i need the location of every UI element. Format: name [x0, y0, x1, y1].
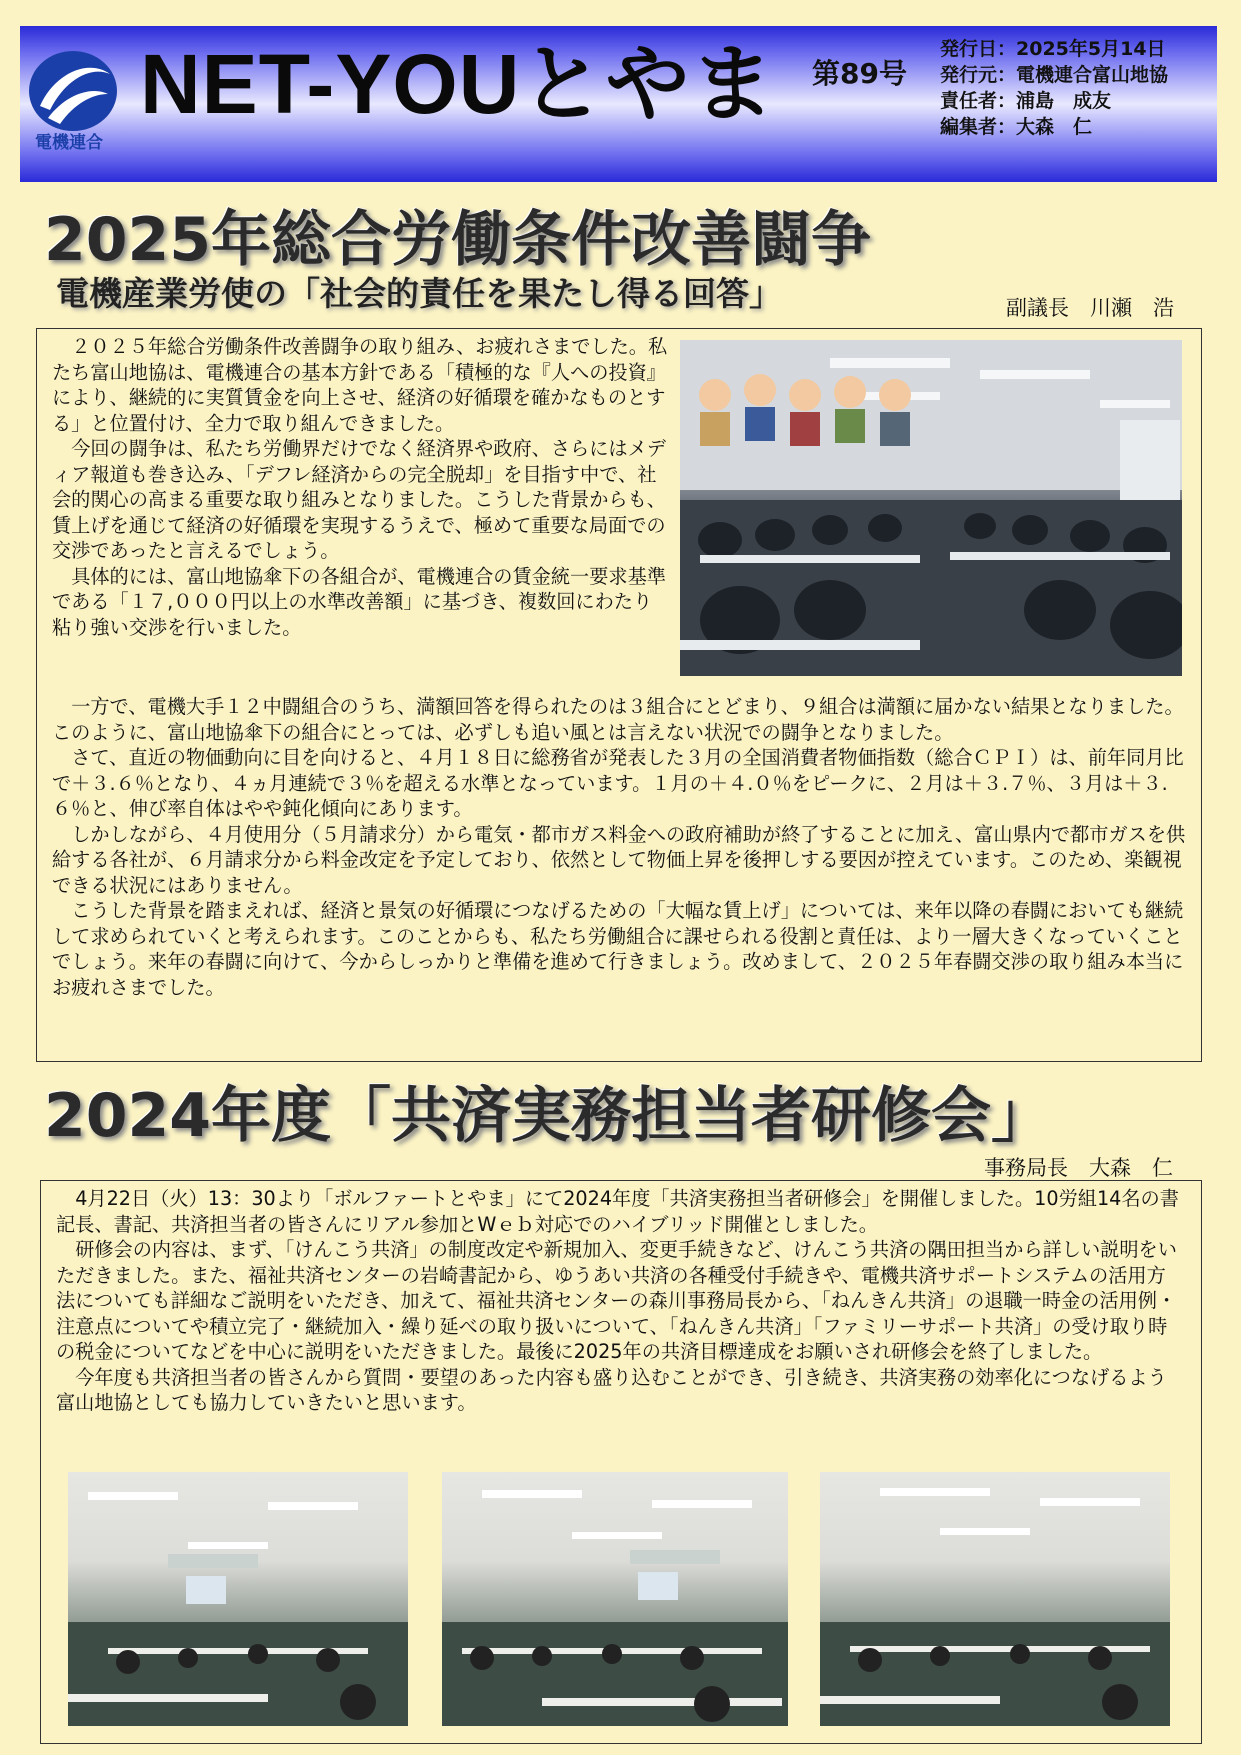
article2-author: 事務局長 大森 仁	[984, 1156, 1173, 1180]
article2-paragraph: 研修会の内容は、まず、「けんこう共済」の制度改定や新規加入、変更手続きなど、けんこう共済の隅田担当から詳しい説明をいただきました。また、福祉共済センターの岩崎書記から、ゆうあい共済の各種受付手続きや、電機共済サポートシステムの活用方法についても詳細なご説明をいただき、加えて、福祉共済センターの森川事務局長から、「ねんきん共済」の退職一時金の活用例・注意点についてや積立完了・継続加入・繰り延べの取り扱いについて、「ねんきん共済」「ファミリーサポート共済」の受け取り時の税金についてなどを中心に説明をいただきました。最後に2025年の共済目標達成をお願いされ研修会を終了しました。	[56, 1238, 1177, 1363]
article2-paragraph: 今年度も共済担当者の皆さんから質問・要望のあった内容も盛り込むことができ、引き続き、共済実務の効率化につなげるよう富山地協としても協力していきたいと思います。	[56, 1365, 1167, 1414]
seminar-photo-2	[442, 1472, 788, 1726]
seminar-room-illustration	[820, 1472, 1170, 1726]
article1-paragraph: 具体的には、富山地協傘下の各組合が、電機連合の賃金統一要求基準である「１７,０００円以上の水準改善額」に基づき、複数回にわたり粘り強い交渉を行いました。	[52, 564, 666, 639]
logo-text: 電機連合	[35, 133, 103, 153]
article1-body-bottom	[52, 694, 1192, 1000]
article2-title: 2024年度「共済実務担当者研修会」	[44, 1081, 1051, 1151]
article1-body-top	[52, 334, 670, 640]
article1-paragraph: 今回の闘争は、私たち労働界だけでなく経済界や政府、さらにはメディア報道も巻き込み、「デフレ経済からの完全脱却」を目指す中で、社会的関心の高まる重要な取り組みとなりました。こうした背景からも、賃上げを通じて経済の好循環を実現するうえで、極めて重要な局面での交渉であったと言えるでしょう。	[52, 437, 666, 562]
article1-subtitle: 電機産業労使の「社会的責任を果たし得る回答」	[56, 274, 782, 313]
article2-body	[56, 1186, 1184, 1416]
publish-date: 発行日：2025年5月14日	[940, 38, 1166, 60]
article1-paragraph: ２０２５年総合労働条件改善闘争の取り組み、お疲れさまでした。私たち富山地協は、電機連合の基本方針である「積極的な『人への投資』により、継続的に実質賃金を向上させ、経済の好循環を確かなものとする」と位置付け、全力で取り組んできました。	[52, 335, 668, 435]
seminar-room-illustration	[68, 1472, 408, 1726]
issue-number: 第89号	[812, 57, 907, 90]
article1-paragraph: こうした背景を踏まえれば、経済と景気の好循環につなげるための「大幅な賃上げ」については、来年以降の春闘においても継続して求められていくと考えられます。このことからも、私たち労働組合に課せられる役割と責任は、より一層大きくなっていくことでしょう。来年の春闘に向けて、今からしっかりと準備を進めて行きましょう。改めまして、２０２５年春闘交渉の取り組み本当にお疲れさまでした。	[52, 899, 1184, 999]
publication-info	[940, 36, 1168, 140]
article2-paragraph: 4月22日（火）13：30より「ボルファートとやま」にて2024年度「共済実務担当者研修会」を開催しました。10労組14名の書記長、書記、共済担当者の皆さんにリアル参加とWｅｂ対応でのハイブリッド開催としました。	[56, 1187, 1179, 1236]
seminar-photo-1	[68, 1472, 408, 1726]
denki-rengo-logo-icon	[26, 44, 120, 138]
article1-paragraph: しかしながら、４月使用分（５月請求分）から電気・都市ガス料金への政府補助が終了することに加え、富山県内で都市ガスを供給する各社が、６月請求分から料金改定を予定しており、依然として物価上昇を後押しする要因が控えています。このため、楽観視できる状況にはありません。	[52, 822, 1186, 897]
meeting-photo	[680, 340, 1182, 676]
publisher: 発行元：電機連合富山地協	[940, 64, 1169, 86]
article1-title: 2025年総合労働条件改善闘争	[44, 205, 871, 275]
newsletter-name: NET-YOUとやま	[140, 37, 776, 131]
article1-paragraph: 一方で、電機大手１２中闘組合のうち、満額回答を得られたのは３組合にとどまり、９組合は満額に届かない結果となりました。このように、富山地協傘下の組合にとっては、必ずしも追い風とは言えない状況での闘争となりました。	[52, 695, 1184, 744]
editor: 編集者：大森 仁	[940, 116, 1093, 138]
meeting-scene-illustration	[680, 340, 1182, 676]
article1-author: 副議長 川瀬 浩	[1006, 296, 1174, 320]
seminar-photo-3	[820, 1472, 1170, 1726]
seminar-room-illustration	[442, 1472, 788, 1726]
article1-paragraph: さて、直近の物価動向に目を向けると、４月１８日に総務省が発表した３月の全国消費者物価指数（総合ＣＰＩ）は、前年同月比で＋３.６％となり、４ヵ月連続で３％を超える水準となっています。１月の＋４.０％をピークに、２月は＋３.７％、３月は＋３.６％と、伸び率自体はやや鈍化傾向にあります。	[52, 746, 1184, 820]
responsible-person: 責任者：浦島 成友	[940, 90, 1112, 112]
